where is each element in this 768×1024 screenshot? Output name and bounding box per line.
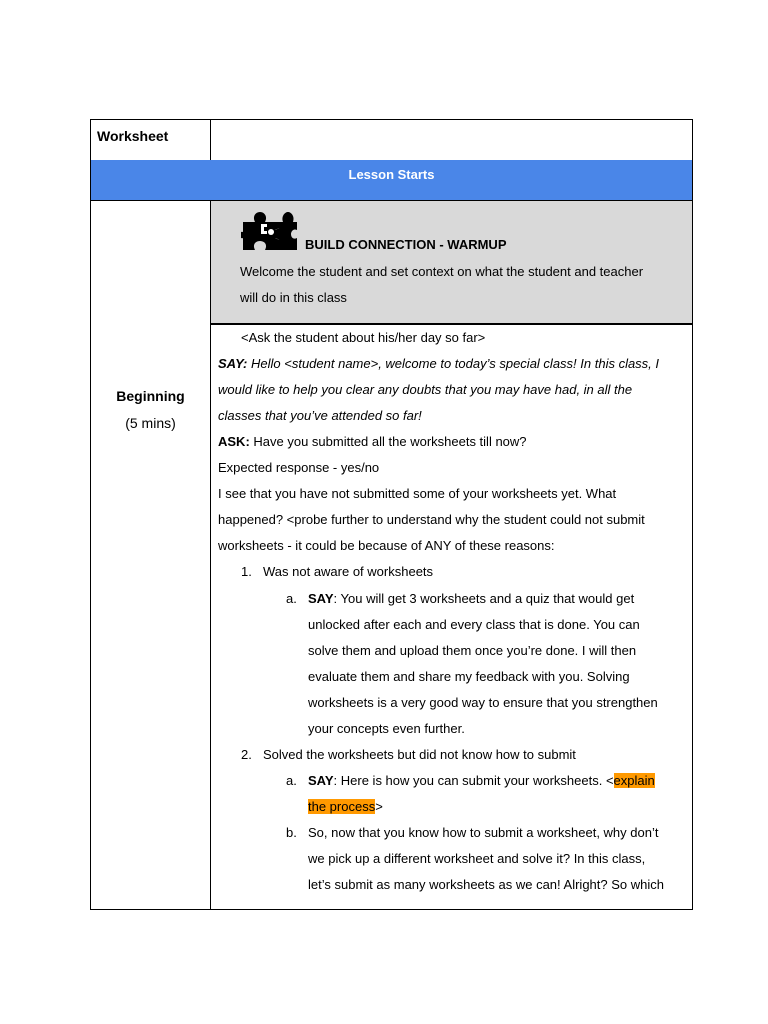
sub-item-2a-letter: a. <box>286 773 297 788</box>
lesson-plan-table <box>90 119 693 910</box>
sub-item-1a-line-3: solve them and upload them once you’re done. I will then <box>308 643 637 658</box>
sub-item-2b-line-1: So, now that you know how to submit a worksheet, why don’t <box>308 825 659 840</box>
sub-item-1a-line-5: worksheets is a very good way to ensure that you strengthen <box>308 695 658 710</box>
sub-item-1a-line-1 <box>308 586 634 612</box>
puzzle-piece-icon <box>241 210 299 252</box>
sub-item-1a-line-6: your concepts even further. <box>308 721 465 736</box>
beginning-duration: (5 mins) <box>125 415 176 431</box>
sub-item-2a-close: > <box>375 799 383 814</box>
highlight-the-process: the process <box>308 799 376 814</box>
paragraph-line-2: happened? <probe further to understand why the student could not submit <box>218 512 645 527</box>
sub-item-2b-line-3: let’s submit as many worksheets as we can! Alright? So which <box>308 877 664 892</box>
expected-response: Expected response - yes/no <box>218 460 380 475</box>
sub-item-2a-text: : Here is how you can submit your worksheets. < <box>333 773 614 788</box>
sub-item-1a-line-4: evaluate them and share my feedback with you. Solving <box>308 669 630 684</box>
list-item-1-number: 1. <box>241 564 252 579</box>
warmup-description <box>240 259 680 311</box>
say-line-2: would like to help you clear any doubts that you may have had, in all the <box>218 382 633 397</box>
beginning-title: Beginning <box>116 388 185 404</box>
say-text-1: Hello <student name>, welcome to today’s special class! In this class, I <box>247 356 660 371</box>
sub-item-1a-letter: a. <box>286 591 297 606</box>
worksheet-row <box>91 120 692 161</box>
ask-text: Have you submitted all the worksheets till now? <box>249 434 527 449</box>
sub-item-2b-letter: b. <box>286 825 297 840</box>
sub-item-1a-say: SAY <box>308 591 334 606</box>
paragraph-line-1: I see that you have not submitted some of your worksheets yet. What <box>218 486 617 501</box>
sub-item-2a-line-1 <box>308 768 655 794</box>
warmup-title: BUILD CONNECTION - WARMUP <box>305 237 507 252</box>
say-label: SAY: <box>218 356 248 371</box>
beginning-row <box>91 201 692 909</box>
lesson-starts-header: Lesson Starts <box>91 160 692 201</box>
worksheet-label: Worksheet <box>91 120 211 160</box>
paragraph-line-3: worksheets - it could be because of ANY of these reasons: <box>218 538 555 553</box>
warmup-description-line-1: Welcome the student and set context on what the student and teacher <box>240 264 644 279</box>
sub-item-1a-text-1: : You will get 3 worksheets and a quiz that would get <box>333 591 635 606</box>
beginning-cell <box>91 201 211 909</box>
list-item-2-text: Solved the worksheets but did not know how to submit <box>263 747 576 762</box>
sub-item-2a-line-2 <box>308 794 383 820</box>
highlight-explain: explain <box>613 773 655 788</box>
ask-day-line: <Ask the student about his/her day so far> <box>241 330 486 345</box>
say-line-3: classes that you’ve attended so far! <box>218 408 422 423</box>
ask-label: ASK: <box>218 434 250 449</box>
say-line-1 <box>218 351 659 377</box>
sub-item-2b-line-2: we pick up a different worksheet and solve it? In this class, <box>308 851 646 866</box>
list-item-2-number: 2. <box>241 747 252 762</box>
warmup-section <box>211 201 692 325</box>
list-item-1-text: Was not aware of worksheets <box>263 564 434 579</box>
script-content <box>211 325 692 909</box>
ask-line <box>218 429 527 455</box>
warmup-description-line-2: will do in this class <box>240 290 347 305</box>
sub-item-1a-line-2: unlocked after each and every class that is done. You can <box>308 617 640 632</box>
sub-item-2a-say: SAY <box>308 773 334 788</box>
